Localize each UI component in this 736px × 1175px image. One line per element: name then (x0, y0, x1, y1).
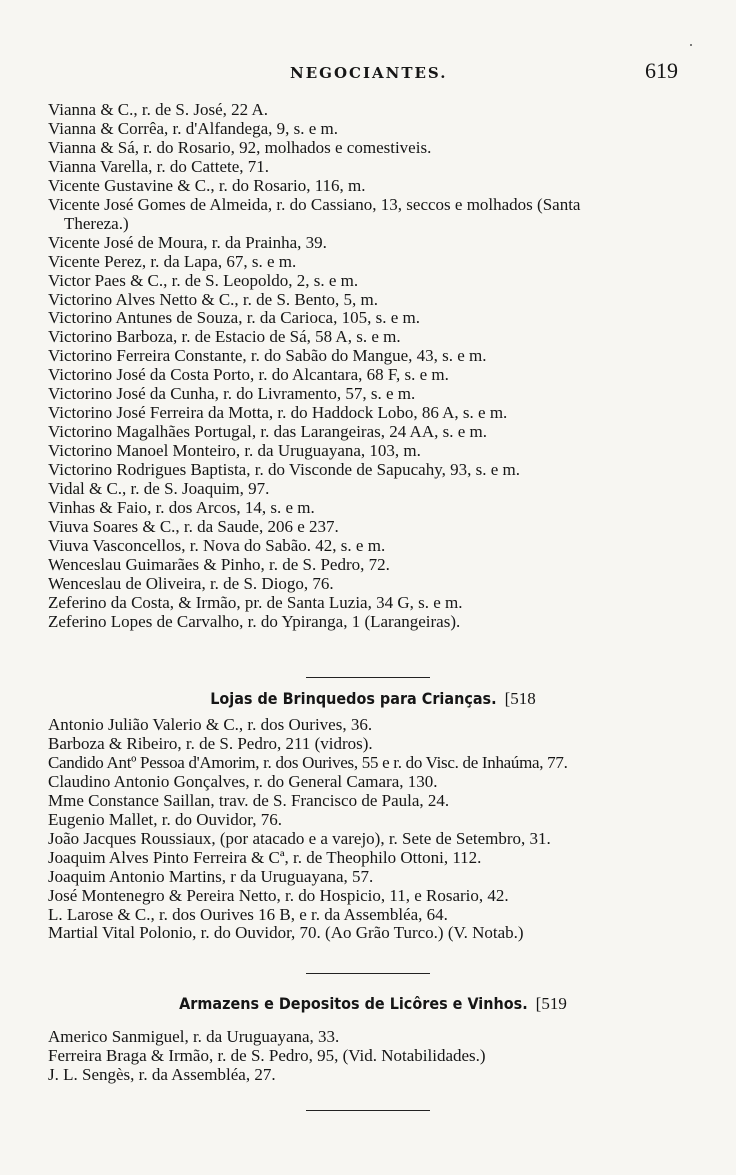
list-item: Viuva Soares & C., r. da Saude, 206 e 237. (48, 516, 339, 536)
list-item: Martial Vital Polonio, r. do Ouvidor, 70. (Ao Grão Turco.) (V. Notab.) (48, 923, 524, 943)
list-item: Ferreira Braga & Irmão, r. de S. Pedro, 95, (Vid. Notabilidades.) (48, 1045, 486, 1065)
list-item: Antonio Julião Valerio & C., r. dos Ourives, 36. (48, 715, 373, 734)
list-item: Victorino Magalhães Portugal, r. das Larangeiras, 24 AA, s. e m. (48, 422, 487, 442)
section-heading-armazens (48, 994, 698, 1014)
list-item: Barboza & Ribeiro, r. de S. Pedro, 211 (vidros). (48, 733, 373, 753)
list-item: Victorino José da Costa Porto, r. do Alcantara, 68 F, s. e m. (48, 365, 449, 385)
list-item: Joaquim Antonio Martins, r da Uruguayana, 57. (48, 866, 374, 886)
list-item: Victorino Antunes de Souza, r. da Carioca, 105, s. e m. (48, 308, 420, 328)
list-item: Vianna Varella, r. do Cattete, 71. (48, 156, 270, 176)
list-item: Mme Constance Saillan, trav. de S. Francisco de Paula, 24. (48, 790, 450, 810)
page-number: 619 (645, 58, 678, 83)
list-item: Eugenio Mallet, r. do Ouvidor, 76. (48, 809, 282, 829)
list-item: Victor Paes & C., r. de S. Leopoldo, 2, s. e m. (48, 270, 359, 290)
list-item: Candido Antº Pessoa d'Amorim, r. dos Ourives, 55 e r. do Visc. de Inhaúma, 77. (48, 752, 568, 772)
list-item: Victorino Alves Netto & C., r. de S. Bento, 5, m. (48, 289, 378, 309)
section-divider (306, 677, 430, 678)
list-item: Vinhas & Faio, r. dos Arcos, 14, s. e m. (48, 498, 315, 518)
list-item: João Jacques Roussiaux, (por atacado e a varejo), r. Sete de Setembro, 31. (48, 828, 551, 848)
list-item: Victorino José da Cunha, r. do Livramento, 57, s. e m. (48, 384, 416, 404)
section-title: Armazens e Depositos de Licôres e Vinhos. (179, 994, 528, 1013)
section-divider (306, 973, 430, 974)
armazens-list (48, 1028, 698, 1085)
list-item: Vidal & C., r. de S. Joaquim, 97. (48, 479, 270, 499)
page-header (60, 58, 690, 92)
running-title: NEGOCIANTES. (290, 64, 448, 82)
list-item: Victorino Manoel Monteiro, r. da Uruguayana, 103, m. (48, 441, 421, 461)
list-item: Vianna & Corrêa, r. d'Alfandega, 9, s. e m. (48, 118, 339, 138)
section-title: Lojas de Brinquedos para Crianças. (210, 689, 497, 708)
section-heading-brinquedos (48, 689, 698, 709)
negociantes-list (48, 101, 698, 632)
list-item: Vicente Gustavine & C., r. do Rosario, 116, m. (48, 175, 366, 195)
speck-mark (690, 44, 692, 46)
list-item: José Montenegro & Pereira Netto, r. do Hospicio, 11, e Rosario, 42. (48, 885, 509, 905)
list-item: Wenceslau Guimarães & Pinho, r. de S. Pedro, 72. (48, 554, 390, 574)
list-item: Vicente Perez, r. da Lapa, 67, s. e m. (48, 251, 297, 271)
list-item: Victorino Barboza, r. de Estacio de Sá, 58 A, s. e m. (48, 327, 401, 347)
list-item: Vicente José de Moura, r. da Prainha, 39. (48, 232, 327, 252)
list-item: J. L. Sengès, r. da Assembléa, 27. (48, 1064, 276, 1084)
list-item: Victorino José Ferreira da Motta, r. do Haddock Lobo, 86 A, s. e m. (48, 403, 508, 423)
section-number: [519 (535, 994, 567, 1013)
list-item-continuation: Thereza.) (64, 213, 129, 233)
list-item: Victorino Ferreira Constante, r. do Sabão do Mangue, 43, s. e m. (48, 346, 487, 366)
list-item: Americo Sanmiguel, r. da Uruguayana, 33. (48, 1027, 340, 1046)
list-item: Wenceslau de Oliveira, r. de S. Diogo, 76. (48, 573, 334, 593)
section-number: [518 (504, 689, 536, 708)
list-item: L. Larose & C., r. dos Ourives 16 B, e r. da Assembléa, 64. (48, 904, 448, 924)
list-item: Viuva Vasconcellos, r. Nova do Sabão. 42, s. e m. (48, 535, 386, 555)
section-divider (306, 1110, 430, 1111)
list-item: Vicente José Gomes de Almeida, r. do Cassiano, 13, seccos e molhados (Santa (48, 194, 581, 214)
list-item: Zeferino Lopes de Carvalho, r. do Ypiranga, 1 (Larangeiras). (48, 611, 461, 631)
list-item: Vianna & Sá, r. do Rosario, 92, molhados e comestiveis. (48, 137, 432, 157)
list-item: Zeferino da Costa, & Irmão, pr. de Santa Luzia, 34 G, s. e m. (48, 592, 463, 612)
list-item: Joaquim Alves Pinto Ferreira & Cª, r. de Theophilo Ottoni, 112. (48, 847, 482, 867)
list-item: Claudino Antonio Gonçalves, r. do General Camara, 130. (48, 771, 438, 791)
list-item: Victorino Rodrigues Baptista, r. do Visconde de Sapucahy, 93, s. e m. (48, 460, 520, 480)
brinquedos-list (48, 716, 698, 943)
list-item: Vianna & C., r. de S. José, 22 A. (48, 100, 268, 119)
